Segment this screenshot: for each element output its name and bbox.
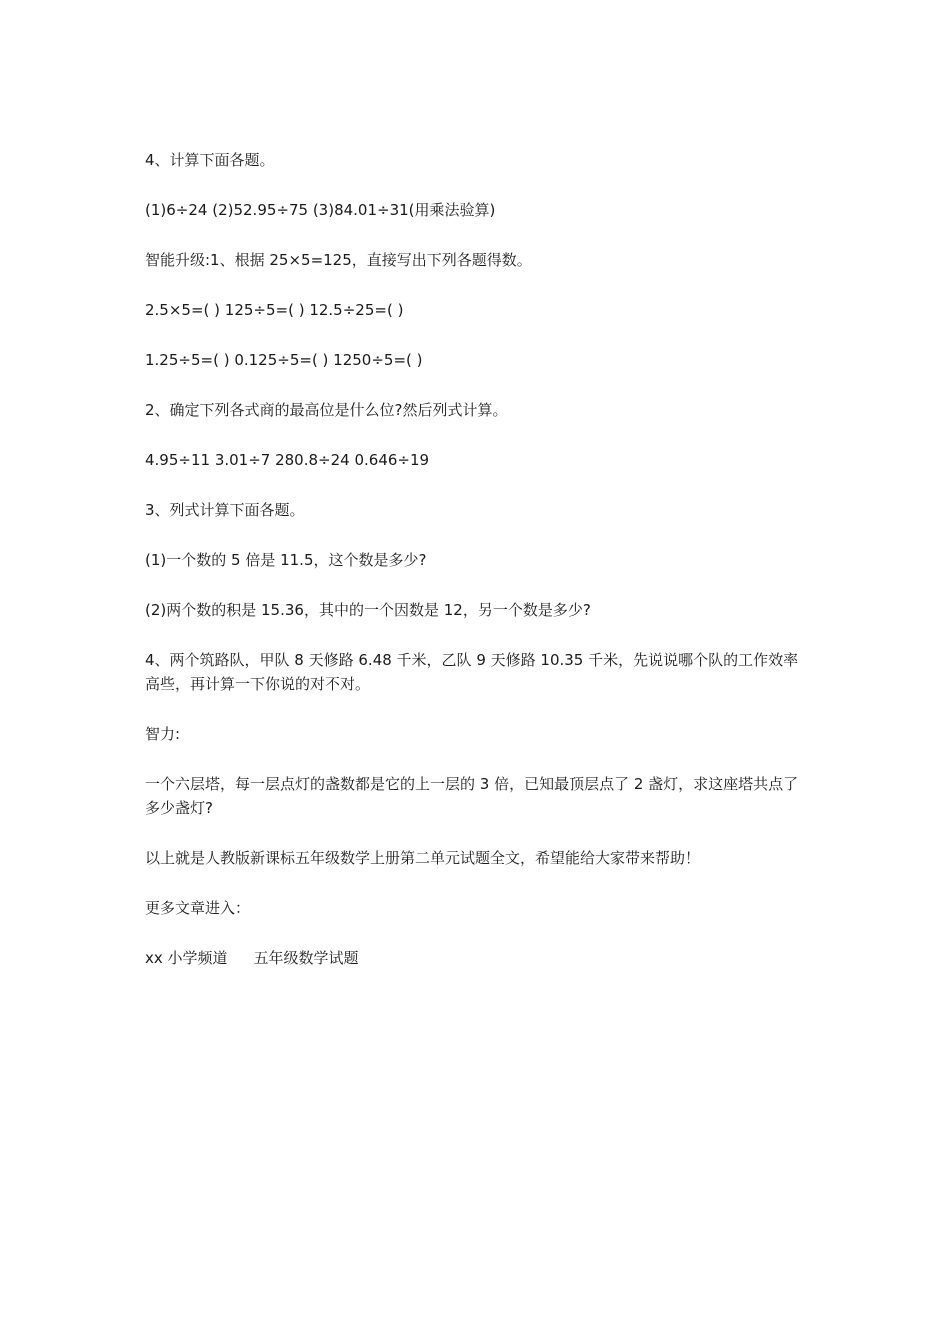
road-team-problem: 4、两个筑路队，甲队 8 天修路 6.48 千米，乙队 9 天修路 10.35 千米，先说说哪个队的工作效率高些，再计算一下你说的对不对。 xyxy=(145,651,799,693)
section-heading-calculate: 4、计算下面各题。 xyxy=(145,151,275,169)
more-articles-label: 更多文章进入： xyxy=(145,899,251,917)
document-body xyxy=(145,148,810,970)
link-grade5-math-tests[interactable]: 五年级数学试题 xyxy=(253,949,359,967)
fill-blank-row-2: 1.25÷5=( ) 0.125÷5=( ) 1250÷5=( ) xyxy=(145,351,423,369)
intelligence-heading: 智力: xyxy=(145,725,181,743)
word-problems-heading: 3、列式计算下面各题。 xyxy=(145,501,305,519)
pagoda-lamp-problem: 一个六层塔，每一层点灯的盏数都是它的上一层的 3 倍，已知最顶层点了 2 盏灯，求这座塔共点了多少盏灯? xyxy=(145,775,799,817)
calculation-problems: (1)6÷24 (2)52.95÷75 (3)84.01÷31(用乘法验算) xyxy=(145,201,496,219)
link-primary-channel[interactable]: xx 小学频道 xyxy=(145,949,228,967)
quotient-place-problems: 4.95÷11 3.01÷7 280.8÷24 0.646÷19 xyxy=(145,451,430,469)
word-problem-2: (2)两个数的积是 15.36，其中的一个因数是 12，另一个数是多少? xyxy=(145,601,591,619)
fill-blank-row-1: 2.5×5=( ) 125÷5=( ) 12.5÷25=( ) xyxy=(145,301,404,319)
smart-upgrade-heading: 智能升级:1、根据 25×5=125，直接写出下列各题得数。 xyxy=(145,251,532,269)
related-links xyxy=(145,946,810,970)
closing-remark: 以上就是人教版新课标五年级数学上册第二单元试题全文，希望能给大家带来帮助！ xyxy=(145,849,701,867)
word-problem-1: (1)一个数的 5 倍是 11.5，这个数是多少? xyxy=(145,551,427,569)
quotient-place-heading: 2、确定下列各式商的最高位是什么位?然后列式计算。 xyxy=(145,401,508,419)
